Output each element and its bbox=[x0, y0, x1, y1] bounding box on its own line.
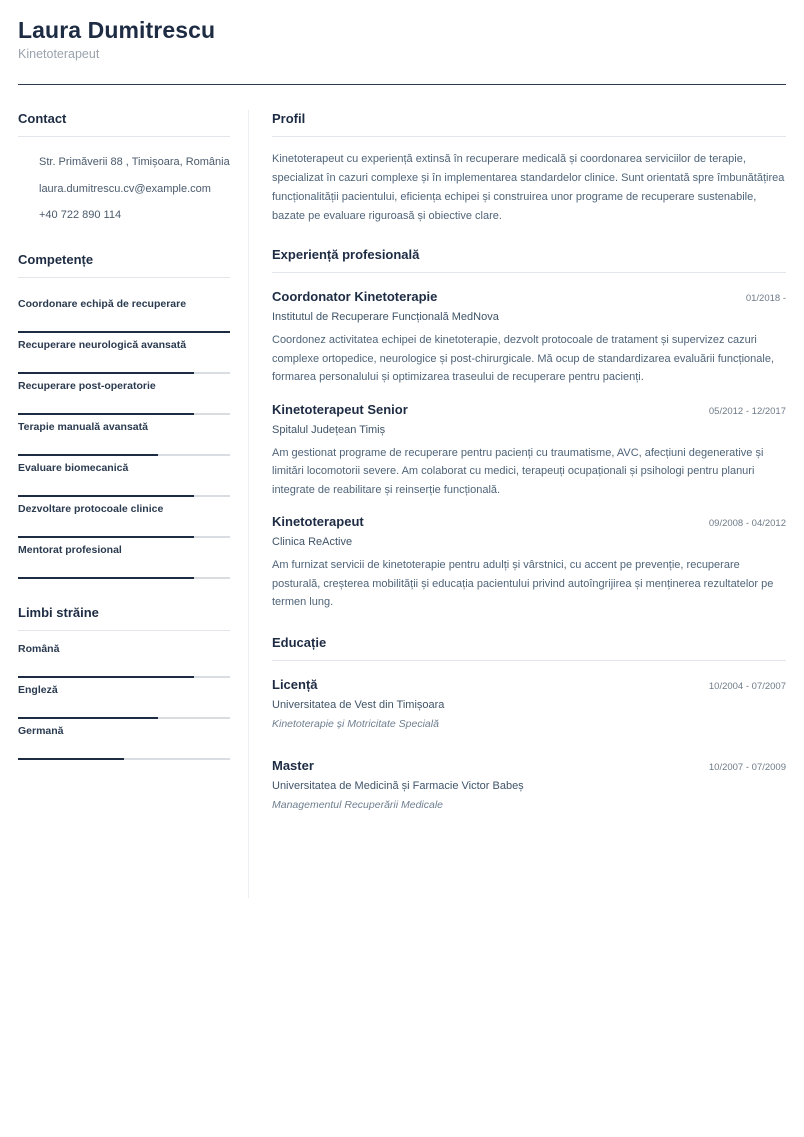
email-icon bbox=[18, 184, 39, 194]
cv-header bbox=[18, 16, 786, 61]
education-item bbox=[272, 677, 786, 730]
contact-address bbox=[18, 149, 230, 176]
experience-item bbox=[272, 514, 786, 612]
skill-item-label: Recuperare post-operatorie bbox=[18, 379, 156, 392]
experience-company: Spitalul Județean Timiș bbox=[272, 423, 386, 436]
languages-list bbox=[18, 637, 230, 760]
education-institution: Universitatea de Medicină și Farmacie Victor Babeș bbox=[272, 779, 524, 792]
skill-item bbox=[18, 538, 230, 579]
experience-dates: 01/2018 - bbox=[745, 293, 786, 304]
education-degree: Licență bbox=[272, 676, 318, 692]
experience-dates: 09/2008 - 04/2012 bbox=[708, 518, 786, 529]
skill-item bbox=[18, 456, 230, 497]
education-dates: 10/2004 - 07/2007 bbox=[708, 680, 786, 692]
experience-title: Kinetoterapeut bbox=[272, 514, 364, 529]
languages-section bbox=[18, 604, 230, 760]
language-item-level-fill bbox=[18, 758, 124, 760]
skill-item-label: Recuperare neurologică avansată bbox=[18, 338, 187, 351]
experience-description: Am furnizat servicii de kinetoterapie pentru adulți și vârstnici, cu accent pe prevenție, recuperare posturală, creșterea mobilității și educația pacientului privind autoîngrijirea și menținerea rezultatelor pe termen lung. bbox=[272, 559, 774, 608]
experience-item bbox=[272, 402, 786, 500]
education-field: Managementul Recuperării Medicale bbox=[272, 798, 444, 811]
contact-phone[interactable] bbox=[18, 202, 230, 229]
skills-section-title: Competențe bbox=[18, 251, 230, 278]
main-content bbox=[272, 110, 786, 811]
location-icon bbox=[18, 157, 39, 167]
language-item-label: Română bbox=[18, 642, 60, 655]
skill-item-label: Mentorat profesional bbox=[18, 543, 122, 556]
experience-title: Coordonator Kinetoterapie bbox=[272, 289, 438, 304]
experience-description: Coordonez activitatea echipei de kinetoterapie, dezvolt protocoale de tratament și supervizez cazuri complexe ortopedice, neurologice și post-chirurgicale. Mă ocup de standardizarea evaluării funcționale, formarea personalului și optimizarea traseului de recuperare pentru pacienți. bbox=[272, 334, 775, 383]
contact-section-title: Contact bbox=[18, 110, 230, 137]
job-title-subtitle: Kinetoterapeut bbox=[18, 47, 100, 61]
language-item bbox=[18, 678, 230, 719]
skill-item-label: Dezvoltare protocoale clinice bbox=[18, 502, 164, 515]
profile-section-title: Profil bbox=[272, 110, 786, 137]
skill-item-label: Terapie manuală avansată bbox=[18, 420, 148, 433]
skill-item bbox=[18, 374, 230, 415]
experience-description: Am gestionat programe de recuperare pentru pacienți cu traumatisme, AVC, afecțiuni degenerative și limitări locomotorii severe. Am colaborat cu medici, terapeuți ocupaționali și psihologi pentru planuri integrate de reabilitare și reinserție funcțională. bbox=[272, 446, 764, 496]
experience-section bbox=[272, 246, 786, 612]
skills-list bbox=[18, 292, 230, 579]
skill-item bbox=[18, 497, 230, 538]
skill-item bbox=[18, 292, 230, 333]
phone-icon bbox=[18, 210, 39, 220]
skill-item-label: Coordonare echipă de recuperare bbox=[18, 297, 187, 310]
experience-company: Institutul de Recuperare Funcțională MedNova bbox=[272, 311, 499, 323]
contact-email-text[interactable]: laura.dumitrescu.cv@example.com bbox=[39, 182, 211, 195]
contact-address-text: Str. Primăverii 88 , Timișoara, România bbox=[39, 156, 230, 169]
education-degree: Master bbox=[272, 757, 314, 773]
sidebar bbox=[18, 110, 230, 760]
person-name: Laura Dumitrescu bbox=[18, 17, 216, 43]
skill-item-level-fill bbox=[18, 577, 194, 579]
languages-section-title: Limbi străine bbox=[18, 604, 230, 631]
education-item bbox=[272, 758, 786, 811]
experience-dates: 05/2012 - 12/2017 bbox=[708, 405, 786, 417]
experience-section-title: Experiență profesională bbox=[272, 246, 786, 273]
experience-company: Clinica ReActive bbox=[272, 536, 353, 548]
language-item bbox=[18, 719, 230, 760]
contact-phone-text[interactable]: +40 722 890 114 bbox=[39, 209, 122, 222]
education-field: Kinetoterapie și Motricitate Specială bbox=[272, 717, 439, 730]
experience-item bbox=[272, 289, 786, 387]
language-item-label: Engleză bbox=[18, 683, 58, 696]
language-item-label: Germană bbox=[18, 724, 64, 737]
contact-email[interactable] bbox=[18, 176, 230, 203]
language-item-level-track bbox=[18, 758, 230, 760]
skill-item bbox=[18, 333, 230, 374]
skill-item-label: Evaluare biomecanică bbox=[18, 461, 129, 474]
header-divider bbox=[18, 84, 786, 85]
contact-list bbox=[18, 149, 230, 229]
language-item bbox=[18, 637, 230, 678]
skill-item-level-track bbox=[18, 577, 230, 579]
education-dates: 10/2007 - 07/2009 bbox=[708, 761, 786, 773]
education-section bbox=[272, 634, 786, 811]
skill-item bbox=[18, 415, 230, 456]
skills-section bbox=[18, 251, 230, 579]
experience-title: Kinetoterapeut Senior bbox=[272, 401, 408, 417]
profile-text: Kinetoterapeut cu experiență extinsă în recuperare medicală și coordonarea serviciilor de terapie, specializat în cazuri complexe și în implementarea standardelor clinice. Sunt orientată spre îmbunătățirea funcționalității pacientului, eficiența echipei și construirea unor programe de recuperare sustenabile, bazate pe evaluare riguroasă și obiective clare. bbox=[272, 153, 785, 222]
column-divider bbox=[248, 110, 249, 898]
education-institution: Universitatea de Vest din Timișoara bbox=[272, 698, 445, 711]
education-section-title: Educație bbox=[272, 634, 786, 661]
